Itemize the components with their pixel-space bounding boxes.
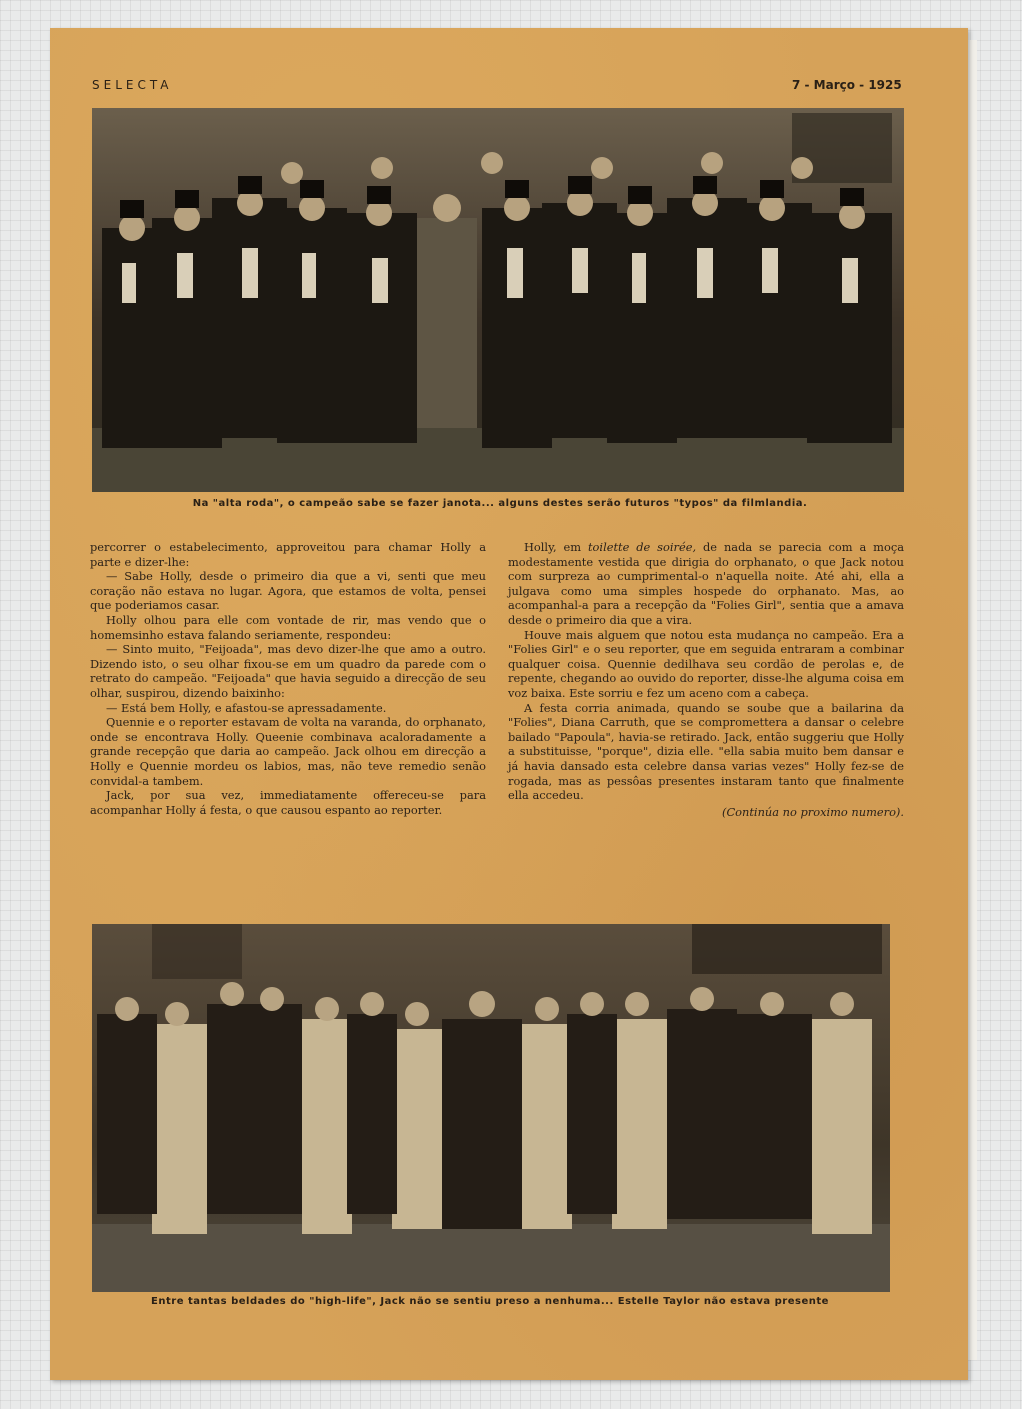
- article-right-column: [508, 540, 904, 819]
- paragraph: — Está bem Holly, e afastou-se apressadamente.: [106, 700, 387, 715]
- top-photo-caption: Na "alta roda", o campeão sabe se fazer janota... alguns destes serão futuros "typos" da filmlandia.: [192, 498, 808, 509]
- text-run: Holly, em: [524, 540, 588, 554]
- paragraph: — Sinto muito, "Feijoada", mas devo dizer-lhe que amo a outro. Dizendo isto, o seu olhar fixou-se em um quadro da parede com o retrato do campeão. "Feijoada" que havia seguido a direcção de seu olhar, suspirou, dizendo baixinho:: [90, 642, 486, 700]
- paragraph: — Sabe Holly, desde o primeiro dia que a vi, senti que meu coração não estava no lugar. Agora, que estamos de volta, pensei que poderiamos casar.: [90, 569, 486, 613]
- magazine-title: SELECTA: [92, 78, 173, 92]
- paragraph: [508, 540, 904, 628]
- article-left-column: [90, 540, 486, 817]
- men-group-photo: [92, 108, 904, 492]
- text-run: de nada se parecia com a moça modestamente vestida que dirigia do orphanato, o que Jack notou com surpreza ao cumprimental-o n'aquella noite. Até ahi, ella a julgava como uma simples hospede do orphanato. Mas, ao acompanhal-a para a recepção da "Folies Girl", sentia que a amava desde o primeiro dia que a vira.: [508, 540, 905, 627]
- paragraph: Houve mais alguem que notou esta mudança no campeão. Era a "Folies Girl" e o seu reporter, que em seguida entraram a combinar qualquer coisa. Quennie dedilhava seu cordão de perolas e, de repente, chegando ao ouvido do reporter, disse-lhe alguma coisa em voz baixa. Este sorriu e fez um aceno com a cabeça.: [508, 627, 904, 700]
- paragraph: Holly olhou para elle com vontade de rir, mas vendo que o homemsinho estava falando seriamente, respondeu:: [90, 612, 486, 642]
- italic-text: toilette de soirée,: [587, 540, 697, 554]
- paragraph: Jack, por sua vez, immediatamente offereceu-se para acompanhar Holly á festa, o que causou espanto ao reporter.: [90, 788, 486, 817]
- paragraph: percorrer o estabelecimento, approveitou para chamar Holly a parte e dizer-lhe:: [90, 540, 486, 569]
- paragraph: Quennie e o reporter estavam de volta na varanda, do orphanato, onde se encontrava Holly. Queenie combinava acaloradamente a grande recepção que daria ao campeão. Jack olhou em direcção a Holly e Quennie mordeu os labios, mas, não teve remedio senão convidal-a tambem.: [90, 715, 486, 788]
- continued-note: (Continúa no proximo numero).: [722, 804, 904, 819]
- women-group-photo: [92, 924, 890, 1292]
- bottom-photo-caption: Entre tantas beldades do "high-life", Jack não se sentiu preso a nenhuma... Estelle Taylor não estava presente: [151, 1296, 829, 1307]
- paragraph: A festa corria animada, quando se soube que a bailarina da "Folies", Diana Carruth, que se compromettera a dansar o celebre bailado "Papoula", havia-se retirado. Jack, então suggeriu que Holly a substituisse, "porque", dizia elle. "ella sabia muito bem dansar e já havia dansado esta celebre dansa varias vezes" Holly fez-se de rogada, mas as pessôas presentes instaram tanto que finalmente ella accedeu.: [508, 700, 904, 803]
- issue-date: 7 - Março - 1925: [792, 78, 902, 92]
